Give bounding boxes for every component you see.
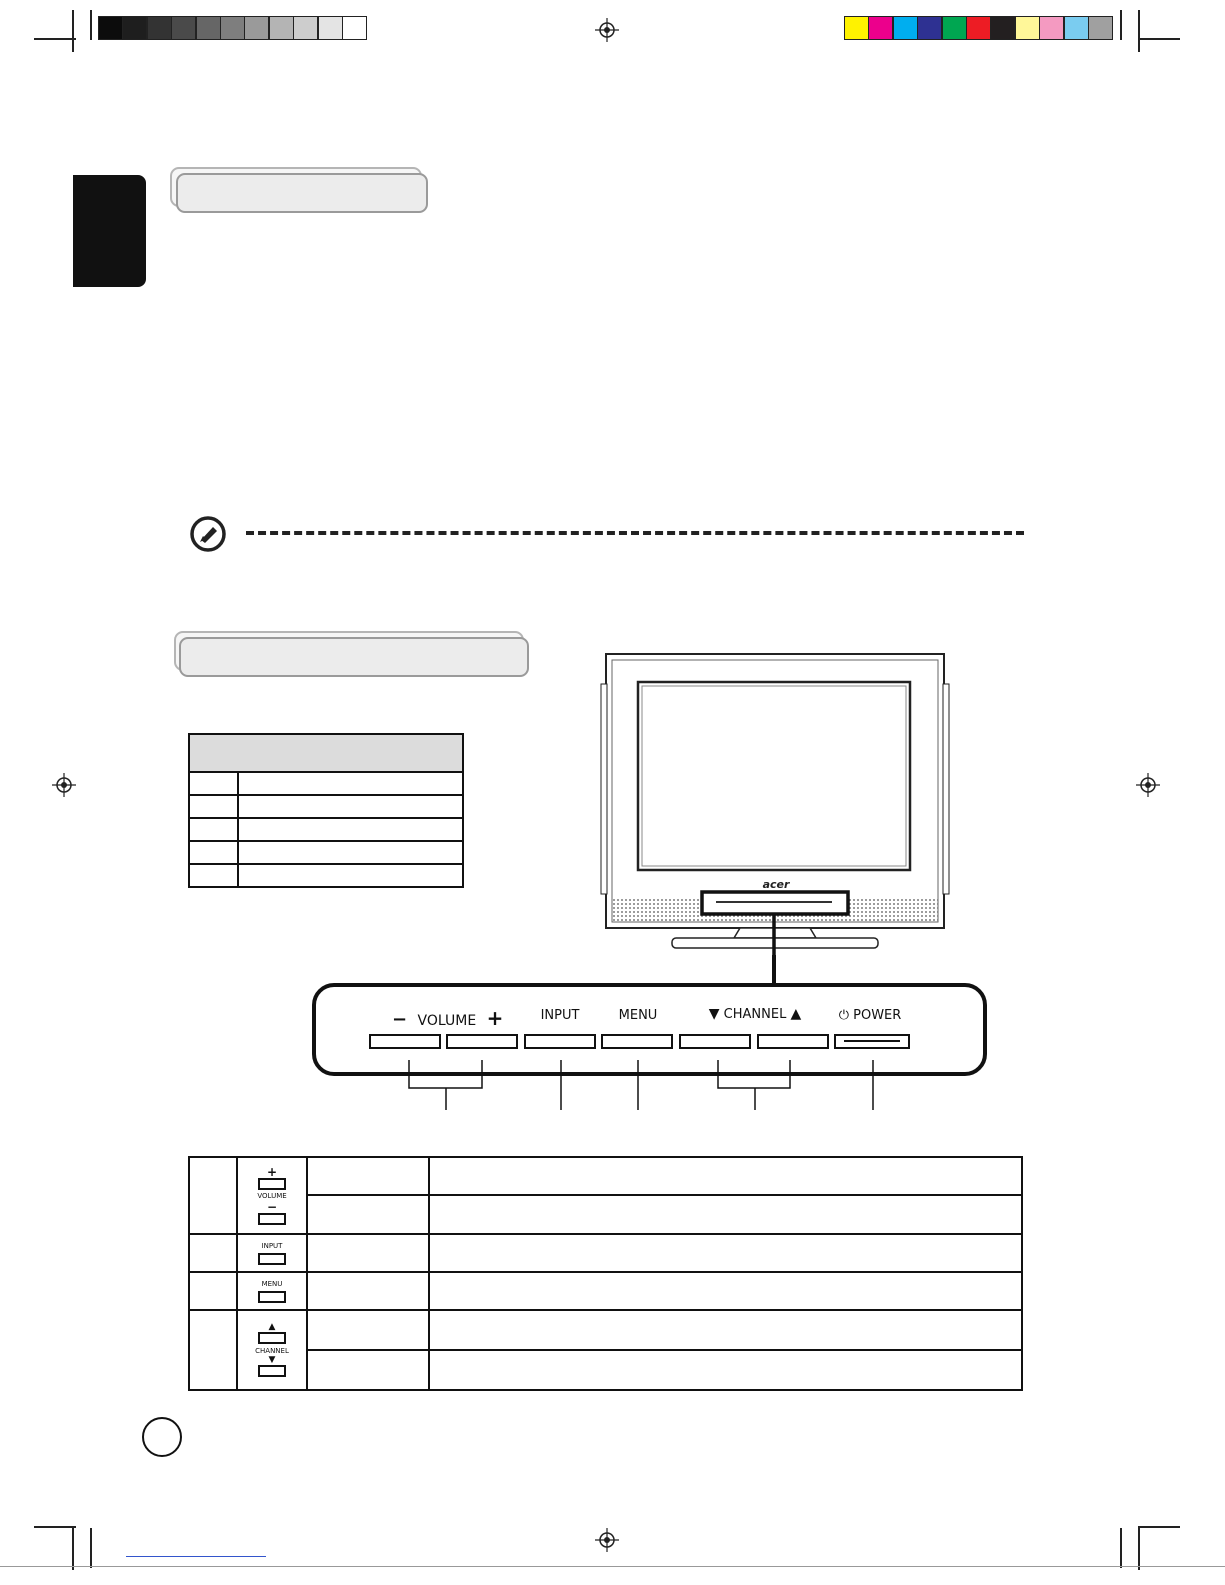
color-swatch (1039, 16, 1064, 40)
power-group-label (828, 1008, 912, 1023)
tv-screen (638, 682, 910, 870)
volume-icon-cell (237, 1157, 307, 1234)
table-cell (238, 864, 463, 887)
input-label: INPUT (540, 1008, 580, 1023)
mini-channel-label: CHANNEL (255, 1347, 289, 1355)
table-cell (307, 1350, 429, 1390)
input-icon-cell (237, 1234, 307, 1272)
crop-mark (1120, 10, 1122, 40)
mini-volume-label: VOLUME (257, 1192, 287, 1200)
info-table (188, 733, 464, 888)
mini-plus-symbol: + (266, 1165, 278, 1179)
crop-mark (72, 1528, 74, 1570)
table-cell (429, 1310, 1022, 1350)
color-swatch (220, 16, 245, 40)
table-cell (307, 1272, 429, 1310)
page-edge (0, 1566, 1225, 1567)
table-cell (189, 864, 238, 887)
table-cell (429, 1234, 1022, 1272)
crop-mark (1138, 10, 1140, 52)
color-swatch (147, 16, 172, 40)
crop-mark (1138, 1528, 1140, 1570)
mini-input-button (258, 1253, 286, 1265)
channel-label: CHANNEL (723, 1007, 787, 1022)
table-cell (429, 1350, 1022, 1390)
color-swatch (868, 16, 893, 40)
color-swatch (942, 16, 967, 40)
table-cell (189, 772, 238, 795)
channel-up-symbol: ▲ (790, 1006, 802, 1022)
crop-mark (72, 10, 74, 52)
page-number-badge (142, 1417, 182, 1457)
power-label: POWER (853, 1008, 902, 1023)
menu-label: MENU (618, 1008, 658, 1023)
color-swatch (1088, 16, 1113, 40)
input-button[interactable] (524, 1034, 596, 1049)
table-cell (238, 772, 463, 795)
table-cell (238, 795, 463, 818)
mini-channel-up-symbol: ▲ (268, 1322, 276, 1332)
color-swatch (1064, 16, 1089, 40)
table-cell (307, 1234, 429, 1272)
volume-minus-symbol: − (392, 1009, 408, 1030)
table-cell (189, 1234, 237, 1272)
mini-channel-up-button (258, 1332, 286, 1344)
table-cell (429, 1272, 1022, 1310)
volume-plus-symbol: + (486, 1006, 504, 1030)
section-heading-2 (179, 637, 529, 677)
color-swatch (244, 16, 269, 40)
tv-illustration (600, 650, 950, 955)
color-swatch (990, 16, 1015, 40)
tv-logo: acer (762, 878, 790, 891)
volume-down-button[interactable] (369, 1034, 441, 1049)
color-swatch (917, 16, 942, 40)
color-swatch (122, 16, 147, 40)
volume-group-label (392, 1006, 504, 1030)
language-side-tab (73, 175, 146, 287)
crop-mark (34, 1526, 76, 1528)
table-cell (189, 818, 238, 841)
table-cell (429, 1195, 1022, 1234)
table-cell (189, 1272, 237, 1310)
registration-mark-icon (595, 18, 619, 42)
table-cell (189, 841, 238, 864)
table-cell (189, 795, 238, 818)
callout-lines (380, 1060, 900, 1112)
color-swatch (269, 16, 294, 40)
mini-menu-label: MENU (261, 1279, 283, 1288)
color-swatch (342, 16, 367, 40)
mini-minus-symbol: − (266, 1200, 278, 1214)
color-swatch (171, 16, 196, 40)
channel-group-label (700, 1006, 810, 1022)
note-divider (246, 531, 1024, 535)
volume-up-button[interactable] (446, 1034, 518, 1049)
channel-up-button[interactable] (757, 1034, 829, 1049)
crop-mark (34, 38, 76, 40)
color-swatch (844, 16, 869, 40)
registration-mark-icon (1136, 773, 1160, 797)
mini-channel-down-symbol: ▼ (268, 1355, 276, 1365)
color-swatch (318, 16, 343, 40)
table-cell (238, 841, 463, 864)
mini-volume-up-button (258, 1178, 286, 1190)
menu-button[interactable] (601, 1034, 673, 1049)
registration-mark-icon (52, 773, 76, 797)
crop-mark (1138, 1526, 1180, 1528)
mini-input-label: INPUT (261, 1241, 283, 1250)
power-button[interactable] (834, 1034, 910, 1049)
mini-volume-down-button (258, 1213, 286, 1225)
crop-mark (1120, 1528, 1122, 1568)
mini-channel-down-button (258, 1365, 286, 1377)
color-swatch (893, 16, 918, 40)
mini-menu-button (258, 1291, 286, 1303)
crop-mark (90, 1528, 92, 1568)
channel-down-button[interactable] (679, 1034, 751, 1049)
info-table-header (189, 734, 463, 772)
table-cell (189, 1157, 237, 1234)
channel-down-symbol: ▼ (708, 1006, 720, 1022)
table-cell (429, 1157, 1022, 1195)
table-cell (307, 1157, 429, 1195)
note-pen-icon (188, 514, 228, 554)
footer-link-line (126, 1556, 266, 1557)
table-cell (307, 1195, 429, 1234)
channel-icon-cell (237, 1310, 307, 1390)
registration-mark-icon (595, 1528, 619, 1552)
crop-mark (1138, 38, 1180, 40)
color-swatch (966, 16, 991, 40)
function-table (188, 1156, 1023, 1391)
power-icon: ⏻ (838, 1008, 849, 1023)
menu-icon-cell (237, 1272, 307, 1310)
color-swatch (196, 16, 221, 40)
table-cell (238, 818, 463, 841)
color-swatch (1015, 16, 1040, 40)
table-cell (189, 1310, 237, 1390)
zoom-connector (772, 955, 776, 983)
section-heading-1 (176, 173, 428, 213)
color-swatch (98, 16, 123, 40)
crop-mark (90, 10, 92, 40)
volume-label: VOLUME (417, 1013, 477, 1029)
table-cell (307, 1310, 429, 1350)
color-swatch (293, 16, 318, 40)
